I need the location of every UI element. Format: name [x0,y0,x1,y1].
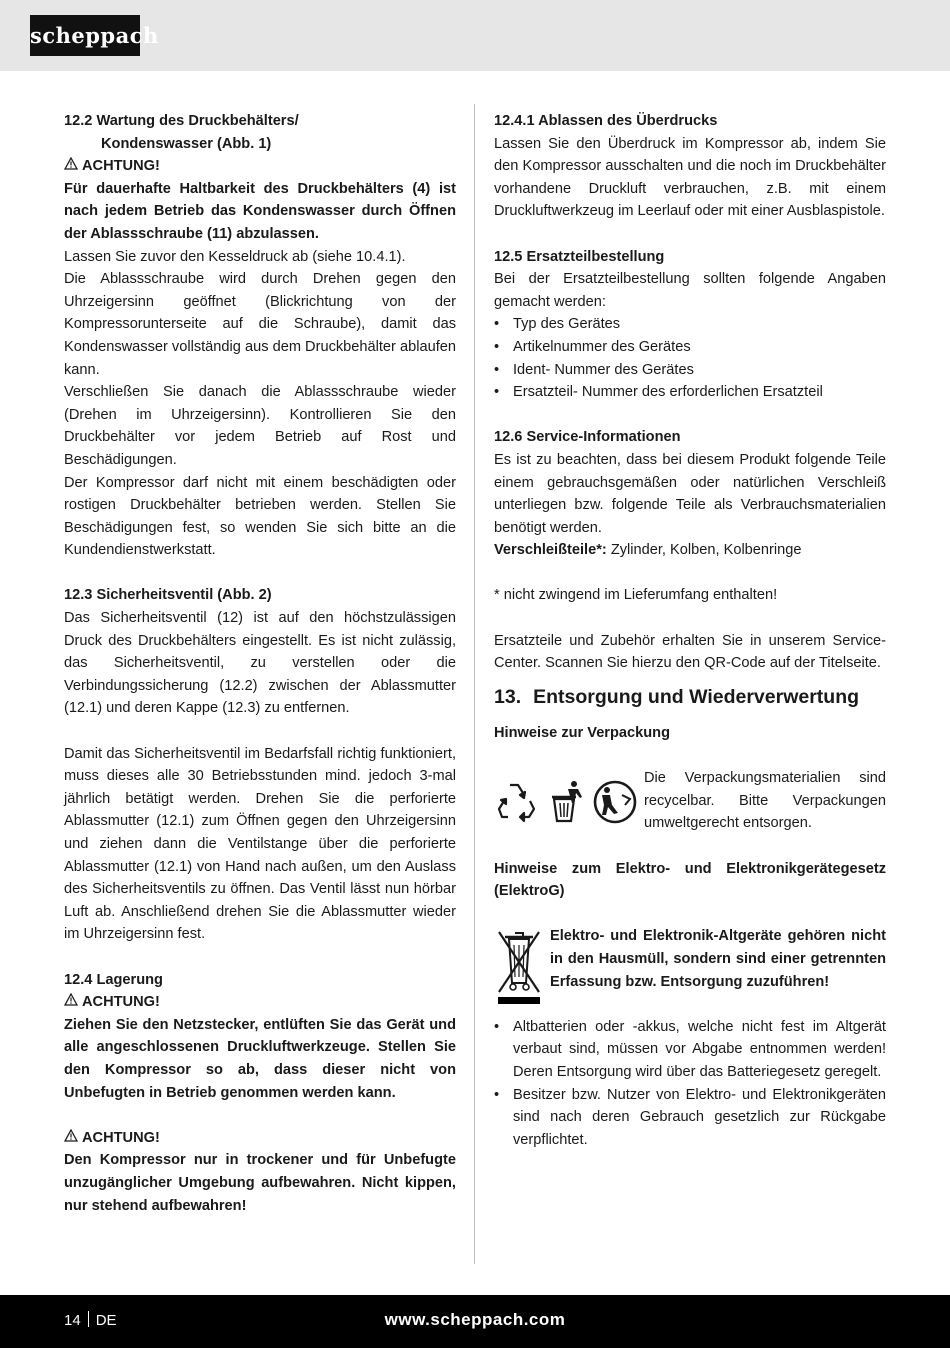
weee-warning-text: Elektro- und Elektronik-Altgeräte gehören nicht in den Hausmüll, sondern sind einer getrennten Erfassung bzw. Entsorgung zuzuführen! [550,928,886,990]
section-12-2-title-line1: 12.2 Wartung des Druckbehälters/ [64,113,299,129]
weee-block [494,925,886,1015]
section-12-6 [494,426,886,675]
section-12-2 [64,110,456,562]
section-12-6-para-2: Ersatzteile und Zubehör erhalten Sie in unserem Service-Center. Scannen Sie hierzu den QR-Code auf der Titelseite. [494,632,886,672]
section-12-4-1-para: Lassen Sie den Überdruck im Kompressor ab, indem Sie den Kompressor ausschalten und die noch im Druckbehälter vorhandene Druckluft verbrauchen, z.B. mit einem Druckluftwerkzeug im Leerlauf oder mit einer Ausblaspistole. [494,135,886,220]
spare-parts-list [494,313,886,403]
list-item: • Typ des Gerätes [494,313,886,336]
warning-heading [64,991,456,1014]
list-item: • Besitzer bzw. Nutzer von Elektro- und Elektronikgeräten sind nach deren Gebrauch gesetzlich zur Rückgabe verpflichtet. [494,1084,886,1152]
wear-parts-label: Verschleißteile*: [494,542,607,559]
section-12-2-warning-text: Für dauerhafte Haltbarkeit des Druckbehälters (4) ist nach jedem Betrieb das Kondenswasser durch Öffnen der Ablassschraube (11) abzulassen. [64,180,456,242]
section-12-2-para-2: Die Ablassschraube wird durch Drehen gegen den Uhrzeigersinn geöffnet (Blickrichtung von der Kompressorunterseite auf die Schraube), damit das Kondenswasser vollständig aus dem Druckbehälter ablaufen kann. [64,271,456,378]
warning-triangle-icon [64,991,78,1014]
page-header [0,0,950,71]
warning-label: ACHTUNG! [82,158,160,175]
packaging-text: Die Verpackungsmaterialien sind recycelbar. Bitte Verpackungen umweltgerecht entsorgen. [644,770,886,832]
section-12-3 [64,584,456,946]
warning-heading [64,155,456,178]
section-12-6-para-1: Es ist zu beachten, dass bei diesem Produkt folgende Teile einem gebrauchsgemäßen oder natürlichen Verschleiß unterliegen bzw. folgende Teile als Verbrauchsmaterialien benötigt werden. [494,451,886,536]
packaging-block [494,767,886,835]
packaging-heading: Hinweise zur Verpackung [494,724,670,741]
footnote: * nicht zwingend im Lieferumfang enthalten! [494,587,778,604]
section-13-number: 13. [494,685,522,708]
section-12-4-1-title: 12.4.1 Ablassen des Überdrucks [494,113,718,129]
section-12-3-title: 12.3 Sicherheitsventil (Abb. 2) [64,587,272,604]
list-item: • Artikelnummer des Gerätes [494,336,886,359]
crossed-bin-icon [494,929,544,1007]
trash-bin-icon [552,781,582,821]
section-12-4-warning-text-2: Den Kompressor nur in trockener und für Unbefugte unzugänglicher Umgebung aufbewahren. Nicht kippen, nur stehend aufbewahren! [64,1152,456,1214]
section-12-5-title: 12.5 Ersatzteilbestellung [494,248,665,265]
list-item: • Altbatterien oder -akkus, welche nicht fest im Altgerät verbaut sind, müssen vor Abgabe entnommen werden! Deren Entsorgung wird über das Batteriegesetz geregelt. [494,1016,886,1084]
right-column [494,110,886,1151]
website-url: www.scheppach.com [384,1310,566,1329]
column-divider [474,104,475,1264]
page-number: 14 [64,1312,81,1329]
warning-label: ACHTUNG! [82,1129,160,1146]
warning-label: ACHTUNG! [82,994,160,1011]
section-12-3-para-2: Damit das Sicherheitsventil im Bedarfsfall richtig funktioniert, muss dieses alle 30 Betriebsstunden mind. jedoch 3-mal jährlich betätigt werden. Drehen Sie die perforierte Ablassmutter (12.1) zum Öffnen gegen den Uhrzeigersinn und ziehen dann die Ventilstange über die perforierte Ablassmutter (12.1) von Hand nach außen, um den Auslass des Sicherheitsventils zu öffnen. Das Ventil lässt nun hörbar Luft ab. Anschließend drehen Sie die Ablassmutter wieder im Uhrzeigersinn fest. [64,745,456,943]
wear-parts-line [494,539,886,562]
language-code: DE [95,1312,117,1329]
scheppach-logo: scheppach [30,15,140,56]
section-12-4-1 [494,110,886,223]
warning-triangle-icon [64,1127,78,1150]
warning-triangle-icon [64,155,78,178]
section-12-4-title: 12.4 Lagerung [64,971,163,988]
section-12-6-title: 12.6 Service-Informationen [494,429,681,446]
wear-parts-value: Zylinder, Kolben, Kolbenringe [610,542,802,559]
section-12-5-para: Bei der Ersatzteilbestellung sollten folgende Angaben gemacht werden: [494,271,886,310]
list-item: • Ident- Nummer des Gerätes [494,359,886,382]
section-12-2-para-3: Verschließen Sie danach die Ablassschraube wieder (Drehen im Uhrzeigersinn). Kontrollieren Sie den Druckbehälter vor jedem Betrieb auf Rost und Beschädigungen. [64,384,456,468]
section-12-4-warning-text-1: Ziehen Sie den Netzstecker, entlüften Sie das Gerät und alle angeschlossenen Druckluftwerkzeuge. Stellen Sie den Kompressor so ab, dass dieser nicht von Unbefugten in Betrieb genommen werden kann. [64,1016,456,1101]
recycling-icons [494,777,642,827]
left-column [64,110,456,1217]
electro-law-heading: Hinweise zum Elektro- und Elektronikgerätegesetz (ElektroG) [494,860,886,900]
section-12-5 [494,246,886,404]
section-12-2-title-line2: Kondenswasser (Abb. 1) [101,135,272,152]
section-12-3-para-1: Das Sicherheitsventil (12) ist auf den höchstzulässigen Druck des Druckbehälters eingestellt. Es ist nicht zulässig, das Sicherheitsventil, zu verstellen oder die Verbindungssicherung (12.2) zwischen der Ablassmutter (12.1) und deren Kappe (12.3) zu entfernen. [64,610,456,717]
section-12-2-para-4: Der Kompressor darf nicht mit einem beschädigten oder rostigen Druckbehälter betrieben werden. Stellen Sie Beschädigungen fest, so wenden Sie sich bitte an die Kundendienstwerkstatt. [64,474,456,559]
page-footer [0,1295,950,1348]
section-13-title: Entsorgung und Wiederverwertung [533,685,860,708]
list-item: • Ersatzteil- Nummer des erforderlichen Ersatzteil [494,381,886,404]
recycle-icon [499,785,534,821]
warning-heading [64,1127,456,1150]
section-12-4 [64,969,456,1218]
recycle-person-icon [595,782,635,822]
section-13-heading [494,684,886,710]
section-13 [494,684,886,1152]
section-12-2-para-1: Lassen Sie zuvor den Kesseldruck ab (siehe 10.4.1). [64,248,406,265]
disposal-list [494,1016,886,1152]
